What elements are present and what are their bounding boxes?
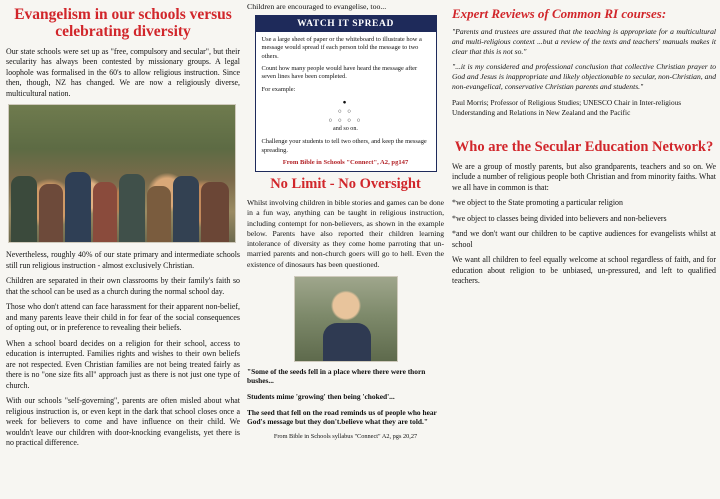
photo-figure <box>39 184 63 242</box>
poster-body-2: Count how many people would have heard the message after seven lines have been completed. <box>261 64 418 81</box>
left-paragraph-4: Those who don't attend can face harassment for their apparent non-belief, and many parents leave their child in for fear of the social consequences of opting out, or in preference to revealing their beliefs. <box>6 302 240 333</box>
left-paragraph-1: Our state schools were set up as "free, compulsory and secular", but their secularity has always been contested by missionary groups. A legal loophole was formalised in the 60's to allow religious instruction. Since then, though, NZ has changed. We are now a religiously diverse, multicultural nation. <box>6 46 240 98</box>
quote-line-1: "Some of the seeds fell in a place where there were thorn bushes... <box>247 366 426 386</box>
poster-diagram <box>262 98 430 134</box>
photo-figure <box>201 182 229 242</box>
spacer <box>452 121 716 135</box>
quote-line-2: Students mime 'growing' then being 'choked'... <box>247 392 395 402</box>
right-bullet-2: *we object to classes being divided into believers and non-believers <box>452 213 667 223</box>
diagram-row-1: ● <box>342 98 349 106</box>
right-heading-2: Who are the Secular Education Network? <box>454 139 714 156</box>
middle-paragraph: Whilst involving children in bible stories and games can be done in a fun way, anything can be taught in religious instruction, including contempt for non-believers, as shown in the example below. Parents have also reported their children learning intolerance of diversity as they come home parroting that un-married parents and non-church goers will go to hell. Even the existence of dinosaurs has been questioned. <box>247 198 444 269</box>
photo-figure <box>173 176 199 242</box>
left-paragraph-5: When a school board decides on a religion for their school, access to education is interrupted. Families rights and wishes to their own beliefs are not respected. Even Christian families are not being treated fairly as there is no "one size fits all" approach just as there is not just one type of church. <box>6 338 240 390</box>
quote-line-3: The seed that fell on the road reminds us of people who hear God's message but they don't.believe what they are told." <box>247 407 437 427</box>
poster-body-4: Challenge your students to tell two others, and keep the message spreading. <box>261 138 427 154</box>
right-bullet-3: *and we don't want our children to be captive audiences for evangelists whilst at school <box>452 229 716 249</box>
poster-body-3: For example: <box>261 85 296 93</box>
poster-source: From Bible in Schools "Connect", A2, pg147 <box>282 158 409 166</box>
photo-figure <box>65 172 91 242</box>
schoolchildren-photo <box>8 104 236 243</box>
left-paragraph-2: Nevertheless, roughly 40% of our state primary and intermediate schools still run religious instruction - almost exclusively Christian. <box>6 250 240 270</box>
middle-intro: Children are encouraged to evangelise, too... <box>247 2 387 11</box>
expert-quote-1: "Parents and trustees are assured that the teaching is appropriate for a multicultural and multi-religious context ...but a review of the texts and teachers' manuals makes it clear that this is not so." <box>452 27 716 57</box>
photo-figure <box>147 186 171 242</box>
expert-quote-2: "...it is my considered and professional conclusion that collective Christian prayer to God and Jesus is inappropriate and likely objectionable to secular, non-Christian, and non-evangelical, conservative Christian parents and students." <box>452 62 716 92</box>
left-heading: Evangelism in our schools versus celebrating diversity <box>14 6 232 41</box>
poster-title: WATCH IT SPREAD <box>256 16 436 32</box>
diagram-row-3: ○ ○ ○ ○ <box>328 117 363 125</box>
left-column <box>6 0 240 499</box>
watch-it-spread-poster <box>255 15 437 172</box>
right-paragraph-1: We are a group of mostly parents, but also grandparents, teachers and so on. We include a number of religious people both Christian and from minority faiths. What we all have in common is that: <box>452 161 716 192</box>
right-heading-1: Expert Reviews of Common RI courses: <box>452 6 667 21</box>
right-bullet-1: *we object to the State promoting a particular religion <box>452 198 623 208</box>
left-paragraph-3: Children are separated in their own classrooms by their family's faith so that the school can be used as a church during the normal school day. <box>6 276 240 296</box>
photo-figure <box>11 176 37 242</box>
left-paragraph-6: With our schools "self-governing", parents are often misled about what religious instruction is, or even kept in the dark that school closes once a week for believers to come and have influence on their child. We wouldn't leave our children with door-knocking evangelists, yet there is no practical difference. <box>6 396 240 448</box>
middle-heading: No Limit - No Oversight <box>270 175 421 192</box>
photo-figure <box>119 174 145 242</box>
expert-attribution: Paul Morris; Professor of Religious Studies; UNESCO Chair in Inter-religious Understanding and Relations in New Zealand and the Pacific <box>452 98 682 117</box>
right-column <box>452 0 716 499</box>
middle-quote-block <box>247 367 444 440</box>
poster-inner <box>256 32 436 168</box>
middle-column <box>247 0 444 499</box>
right-paragraph-2: We want all children to feel equally welcome at school regardless of faith, and for education about religion to be unbiased, un-pressured, and left to qualified teachers. <box>452 255 716 286</box>
diagram-row-4: and so on. <box>333 126 358 133</box>
child-speaking-photo <box>294 276 398 362</box>
diagram-row-2: ○ ○ <box>337 108 354 116</box>
photo-figure <box>323 323 371 361</box>
poster-body-1: Use a large sheet of paper or the whiteboard to illustrate how a message would spread if each person told the message to two others. <box>261 36 422 60</box>
quote-source: From Bible in Schools syllabus "Connect" A2, pgs 20,27 <box>273 432 418 440</box>
sen-description <box>452 162 716 287</box>
photo-figure <box>93 182 117 242</box>
